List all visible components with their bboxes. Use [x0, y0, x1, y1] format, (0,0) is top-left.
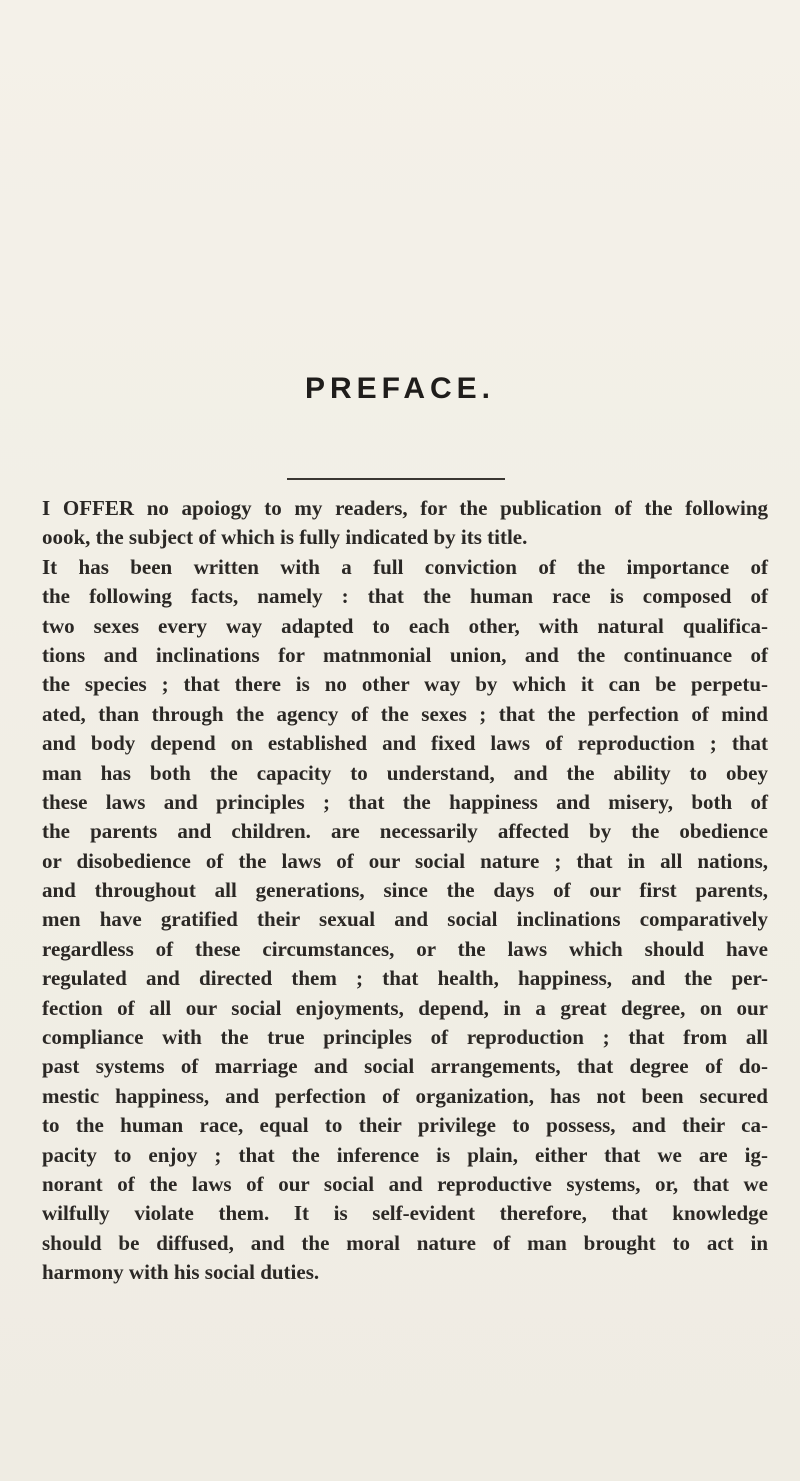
text-line-17: regulated and directed them ; that health, happiness, and the per-	[42, 966, 768, 991]
text-line-22: to the human race, equal to their privilege to possess, and their ca-	[42, 1113, 768, 1138]
text-line-10: man has both the capacity to understand, and the ability to obey	[42, 760, 768, 785]
text-line-6: tions and inclinations for matnmonial union, and the continuance of	[42, 642, 768, 667]
text-line-13: or disobedience of the laws of our social nature ; that in all nations,	[42, 848, 768, 873]
text-line-4: the following facts, namely : that the human race is composed of	[42, 584, 768, 609]
text-line-9: and body depend on established and fixed laws of reproduction ; that	[42, 731, 768, 756]
text-line-20: past systems of marriage and social arrangements, that degree of do-	[42, 1054, 768, 1079]
text-line-21: mestic happiness, and perfection of organization, has not been secured	[42, 1083, 768, 1108]
text-line-23: pacity to enjoy ; that the inference is plain, either that we are ig-	[42, 1142, 768, 1167]
text-line-15: men have gratified their sexual and social inclinations comparatively	[42, 907, 768, 932]
text-line-19: compliance with the true principles of reproduction ; that from all	[42, 1025, 768, 1050]
text-line-8: ated, than through the agency of the sexes ; that the perfection of mind	[42, 701, 768, 726]
text-line-25: wilfully violate them. It is self-evident therefore, that knowledge	[42, 1201, 768, 1226]
text-line-2: oook, the subject of which is fully indicated by its title.	[42, 525, 528, 550]
text-line-27: harmony with his social duties.	[42, 1260, 320, 1285]
text-line-16: regardless of these circumstances, or the laws which should have	[42, 936, 768, 961]
text-line-3: It has been written with a full conviction of the importance of	[42, 554, 768, 579]
heading-rule	[287, 478, 505, 480]
text-line-24: norant of the laws of our social and reproductive systems, or, that we	[42, 1171, 768, 1196]
text-line-5: two sexes every way adapted to each other, with natural qualifica-	[42, 613, 768, 638]
text-line-1: I OFFER no apoiogy to my readers, for the publication of the following	[42, 496, 768, 520]
text-line-12: the parents and children. are necessarily affected by the obedience	[42, 819, 768, 844]
page-heading: PREFACE.	[304, 372, 496, 405]
text-line-7: the species ; that there is no other way by which it can be perpetu-	[42, 672, 768, 697]
text-line-11: these laws and principles ; that the happiness and misery, both of	[42, 789, 768, 814]
text-line-26: should be diffused, and the moral nature of man brought to act in	[42, 1230, 768, 1255]
text-line-18: fection of all our social enjoyments, depend, in a great degree, on our	[42, 995, 768, 1020]
text-line-14: and throughout all generations, since the days of our first parents,	[42, 878, 768, 903]
preface-text	[42, 494, 768, 1288]
